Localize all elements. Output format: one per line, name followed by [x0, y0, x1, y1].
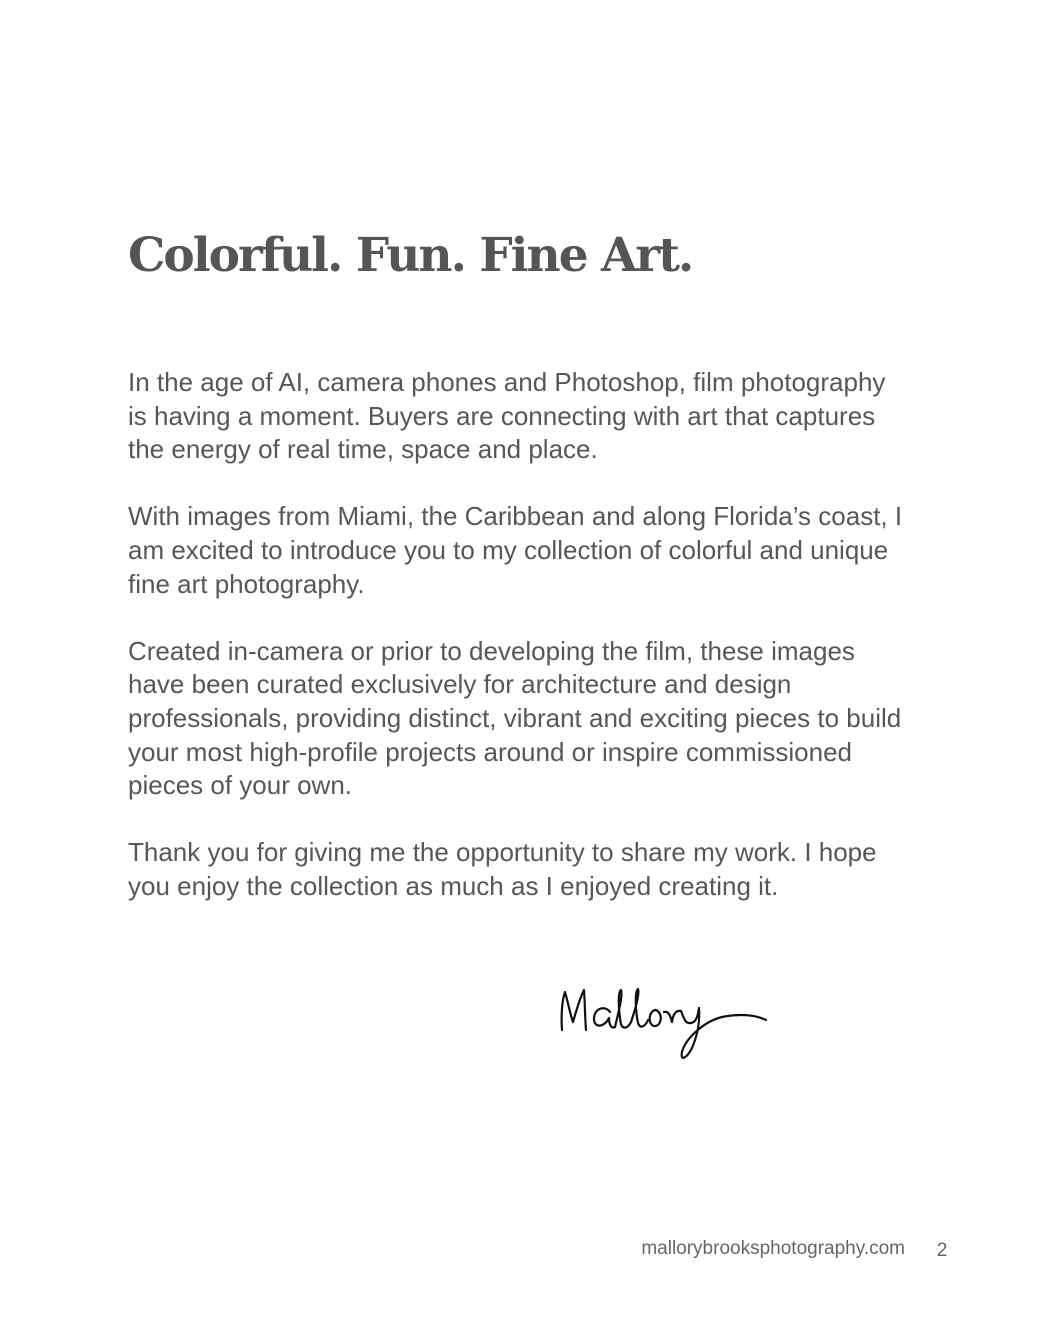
curation-paragraph: Created in-camera or prior to developing the film, these images have been curated exclusively for architecture and design professionals, providing distinct, vibrant and exciting pieces to build your most high-profile projects around or inspire commissioned pieces of your own.: [128, 635, 902, 801]
collection-paragraph: With images from Miami, the Caribbean and along Florida’s coast, I am excited to introduce you to my collection of colorful and unique fine art photography.: [128, 501, 903, 599]
page-number: 2: [936, 1240, 948, 1261]
footer-website: mallorybrooksphotography.com: [641, 1238, 905, 1259]
thank-you-paragraph: Thank you for giving me the opportunity to share my work. I hope you enjoy the collection as much as I enjoyed creating it.: [128, 837, 877, 901]
intro-paragraph: In the age of AI, camera phones and Photoshop, film photography is having a moment. Buyers are connecting with art that captures the energy of real time, space and place.: [128, 367, 886, 465]
handwritten-signature: [552, 978, 774, 1066]
body-text: [128, 366, 908, 937]
page-title: Colorful. Fun. Fine Art.: [128, 228, 693, 283]
